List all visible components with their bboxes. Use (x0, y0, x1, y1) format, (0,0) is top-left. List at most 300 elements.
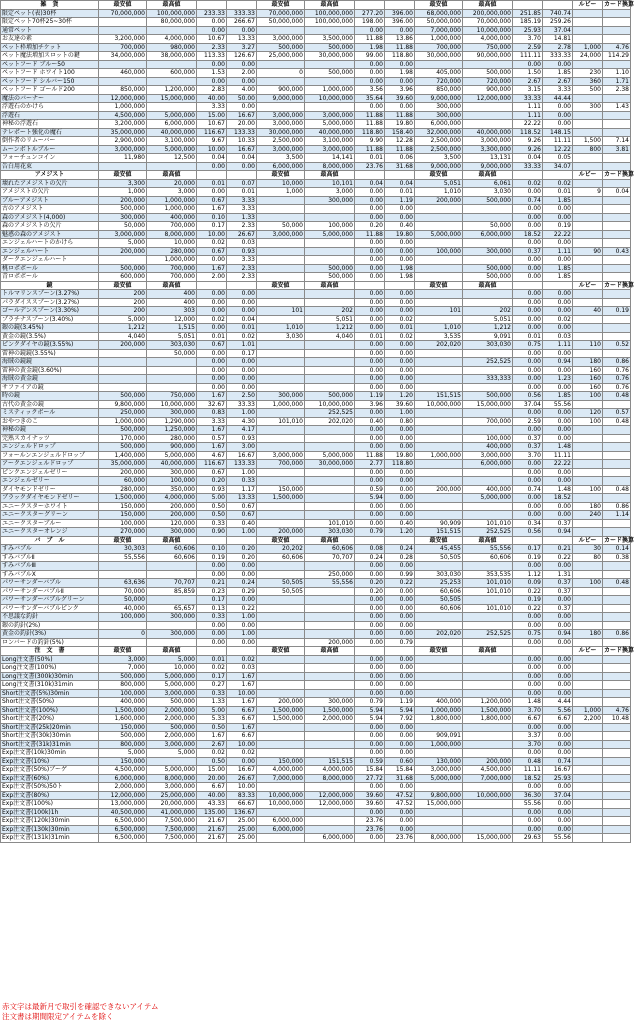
table-cell: 1,000 (573, 43, 603, 52)
table-cell: 0.94 (543, 358, 573, 367)
item-name: 神秘の浮遊石 (1, 120, 99, 129)
table-cell: 20,000,000 (147, 800, 197, 809)
item-name: 完熟スカイナッツ (1, 434, 99, 443)
table-cell: 0.00 (355, 434, 385, 443)
table-cell: 252,525 (305, 409, 355, 418)
table-cell: 1,212 (305, 324, 355, 333)
table-cell: 200,000 (257, 698, 305, 707)
table-cell (305, 723, 355, 732)
table-cell: 100 (573, 485, 603, 494)
table-cell: 3,100,000 (147, 137, 197, 146)
table-cell: 0.00 (385, 103, 415, 112)
table-cell: 20.00 (197, 774, 227, 783)
table-cell (99, 77, 147, 86)
table-cell (463, 808, 513, 817)
table-cell (415, 298, 463, 307)
table-cell: 3,000,000 (99, 230, 147, 239)
table-cell (573, 332, 603, 341)
table-cell: 0.00 (513, 468, 543, 477)
table-cell: 10.67 (197, 35, 227, 44)
item-name: ピンクダイヤの鏡(3.55%) (1, 341, 99, 350)
table-cell: 55.56 (513, 800, 543, 809)
item-name: 壊れたアメジストの欠片 (1, 179, 99, 188)
column-header (385, 281, 415, 290)
table-cell: 2,500,000 (415, 137, 463, 146)
table-cell: 40 (573, 307, 603, 316)
table-cell: 0.00 (197, 324, 227, 333)
table-cell: 85,859 (147, 587, 197, 596)
table-cell (603, 757, 631, 766)
table-cell: 0.40 (355, 417, 385, 426)
table-cell: 0.00 (227, 570, 257, 579)
table-cell: 2.67 (543, 77, 573, 86)
table-cell: 9,000,000 (415, 162, 463, 171)
table-cell: 3,000,000 (305, 111, 355, 120)
table-cell: 0.00 (355, 689, 385, 698)
table-cell (603, 528, 631, 537)
table-cell: 4.44 (543, 698, 573, 707)
table-cell: 0.00 (355, 324, 385, 333)
table-cell: 500,000 (463, 273, 513, 282)
table-cell (463, 825, 513, 834)
table-cell: 0.00 (543, 596, 573, 605)
item-name: Exp注文書(131k)31min (1, 834, 99, 843)
table-cell: 0.37 (513, 443, 543, 452)
table-cell: 1.11 (543, 247, 573, 256)
table-row (1, 145, 631, 154)
table-cell: 0.00 (355, 213, 385, 222)
table-cell: 50,000 (99, 222, 147, 231)
table-cell (415, 264, 463, 273)
table-cell: 1,000,000 (415, 706, 463, 715)
table-cell: 0.79 (355, 528, 385, 537)
table-cell: 1.48 (543, 485, 573, 494)
table-cell: 0.00 (355, 834, 385, 843)
table-cell: 0.00 (543, 298, 573, 307)
table-cell (257, 468, 305, 477)
table-cell (305, 630, 355, 639)
table-cell: 25,000,000 (257, 52, 305, 61)
table-cell: 0.00 (197, 26, 227, 35)
table-cell: 396.00 (385, 9, 415, 18)
table-cell (257, 834, 305, 843)
table-cell: 1.85 (543, 196, 573, 205)
table-cell (257, 349, 305, 358)
table-cell: 16.67 (543, 766, 573, 775)
table-cell (573, 723, 603, 732)
table-cell: 80,000,000 (147, 18, 197, 27)
column-header (227, 536, 257, 545)
table-cell: 2.33 (227, 273, 257, 282)
table-cell: 0.00 (197, 630, 227, 639)
table-cell (603, 672, 631, 681)
table-cell (305, 375, 355, 384)
column-header (227, 281, 257, 290)
column-header: 最安値 (257, 281, 305, 290)
table-cell: 0.02 (543, 179, 573, 188)
table-cell: 4,500,000 (99, 766, 147, 775)
item-name: 雷神の鏡鏡(3.55%) (1, 349, 99, 358)
table-cell: 0.29 (227, 587, 257, 596)
column-header (227, 1, 257, 10)
table-cell: 3,300 (99, 179, 147, 188)
table-cell: 1,800,000 (463, 715, 513, 724)
table-cell: 300,000 (147, 630, 197, 639)
table-cell: 6.67 (197, 783, 227, 792)
table-cell: 9 (573, 188, 603, 197)
table-cell (305, 604, 355, 613)
table-cell: 19.80 (385, 230, 415, 239)
table-cell: 40.00 (197, 94, 227, 103)
table-cell (415, 222, 463, 231)
table-cell (603, 749, 631, 758)
table-row (1, 120, 631, 129)
table-cell: 3,200,000 (99, 35, 147, 44)
table-cell: 0.00 (355, 256, 385, 265)
table-cell: 25.00 (227, 825, 257, 834)
table-cell: 0.00 (385, 256, 415, 265)
table-cell: 0.00 (543, 307, 573, 316)
table-cell: 18.52 (543, 494, 573, 503)
table-cell (99, 570, 147, 579)
table-cell: 0.00 (543, 324, 573, 333)
table-cell: 0.33 (197, 519, 227, 528)
table-cell: 0.56 (513, 392, 543, 401)
table-cell (257, 655, 305, 664)
table-cell: 35,000,000 (99, 128, 147, 137)
table-cell: 3.33 (227, 205, 257, 214)
table-cell: 0.40 (385, 222, 415, 231)
table-cell: 0.50 (197, 723, 227, 732)
table-cell (305, 366, 355, 375)
table-cell: 6.67 (513, 715, 543, 724)
table-cell: 1.85 (543, 392, 573, 401)
table-cell: 7,000,000 (415, 26, 463, 35)
table-cell (603, 477, 631, 486)
table-cell: 0.56 (513, 528, 543, 537)
item-name: ダイヤモンドゼリー (1, 485, 99, 494)
table-cell: 100,000 (99, 613, 147, 622)
table-cell: 151,515 (415, 392, 463, 401)
table-cell: 101 (415, 307, 463, 316)
table-cell: 25,253 (415, 579, 463, 588)
table-cell: 6,061 (463, 179, 513, 188)
table-cell: 0.00 (355, 664, 385, 673)
table-cell: 0.00 (355, 562, 385, 571)
table-cell: 0.00 (385, 587, 415, 596)
table-cell: 36.30 (513, 791, 543, 800)
table-cell (257, 426, 305, 435)
item-name: 黄金の釣針(3%) (1, 630, 99, 639)
table-cell: 200,000 (99, 247, 147, 256)
table-cell: 0.22 (227, 604, 257, 613)
item-name: すみバブル (1, 545, 99, 554)
table-cell: 0.00 (543, 672, 573, 681)
table-cell (99, 562, 147, 571)
table-cell (573, 613, 603, 622)
table-row (1, 477, 631, 486)
table-cell: 0.00 (385, 205, 415, 214)
table-cell: 500 (573, 86, 603, 95)
table-cell: 500,000 (99, 443, 147, 452)
table-cell (603, 698, 631, 707)
table-cell (603, 9, 631, 18)
table-cell (573, 732, 603, 741)
table-cell (573, 196, 603, 205)
table-cell: 5,000,000 (147, 766, 197, 775)
item-name: エンジェルゼリー (1, 477, 99, 486)
table-cell: 118.52 (513, 128, 543, 137)
column-header: カード換算 (604, 1, 634, 8)
table-row (1, 392, 631, 401)
table-cell: 700,000 (147, 264, 197, 273)
table-cell (573, 757, 603, 766)
table-cell: 0.00 (513, 817, 543, 826)
table-cell: 0.00 (227, 77, 257, 86)
column-header (355, 281, 385, 290)
table-cell (257, 630, 305, 639)
table-cell: 700,000 (415, 43, 463, 52)
item-name: 限定ペット(表)30杯 (1, 9, 99, 18)
table-row (1, 52, 631, 61)
table-cell: 8,000,000 (305, 774, 355, 783)
table-cell (305, 349, 355, 358)
table-cell (463, 409, 513, 418)
column-header (543, 171, 573, 180)
table-cell: 100,000,000 (147, 9, 197, 18)
table-cell: 3.70 (513, 35, 543, 44)
table-cell: 0.00 (355, 375, 385, 384)
table-cell: 0.00 (513, 562, 543, 571)
table-cell: 5,000,000 (305, 451, 355, 460)
table-cell (147, 103, 197, 112)
item-name: ペット魔法増加スロットの鍵 (1, 52, 99, 61)
table-cell: 32,000,000 (415, 128, 463, 137)
table-cell: 0.00 (385, 60, 415, 69)
table-cell: 3,000 (305, 188, 355, 197)
table-cell: 200,000 (257, 528, 305, 537)
table-cell (257, 808, 305, 817)
table-cell (463, 655, 513, 664)
table-cell: 1,000,000 (147, 196, 197, 205)
table-cell: 0.17 (197, 672, 227, 681)
table-cell (603, 834, 631, 843)
table-cell (603, 213, 631, 222)
table-cell (603, 349, 631, 358)
table-cell: 0.13 (197, 604, 227, 613)
column-header: カード換算 (604, 171, 634, 178)
table-cell (305, 477, 355, 486)
table-cell: 0.00 (543, 426, 573, 435)
table-cell: 100 (573, 417, 603, 426)
table-cell: 0.00 (385, 443, 415, 452)
table-cell: 11.88 (355, 145, 385, 154)
column-header (355, 536, 385, 545)
table-cell: 0.24 (385, 545, 415, 554)
table-cell: 500,000 (147, 698, 197, 707)
item-name: ユニークスターグリーン (1, 511, 99, 520)
item-name: エンジェルハートのかけら (1, 239, 99, 248)
table-cell (603, 179, 631, 188)
column-header (197, 647, 227, 656)
column-header: ルビー (573, 536, 603, 545)
table-cell: 0.04 (227, 315, 257, 324)
table-cell: 0.00 (543, 511, 573, 520)
table-cell (463, 596, 513, 605)
table-cell: 23.76 (355, 825, 385, 834)
table-cell (603, 732, 631, 741)
table-cell (305, 817, 355, 826)
table-cell: 18.52 (513, 774, 543, 783)
table-cell: 0.00 (543, 689, 573, 698)
table-cell: 0.19 (603, 307, 631, 316)
table-cell (99, 383, 147, 392)
table-cell: 0.00 (543, 468, 573, 477)
item-name: パワーサンダーバブルグリーン (1, 596, 99, 605)
table-cell: 10,000 (147, 664, 197, 673)
table-cell (305, 298, 355, 307)
table-cell: 0.24 (355, 553, 385, 562)
table-cell (603, 256, 631, 265)
table-cell: 9,800,000 (415, 791, 463, 800)
table-cell: 0.01 (227, 188, 257, 197)
table-cell (415, 502, 463, 511)
table-cell: 2,200 (573, 715, 603, 724)
table-cell: 1.00 (227, 468, 257, 477)
table-cell: 0.02 (385, 332, 415, 341)
table-cell: 0.00 (385, 247, 415, 256)
table-cell: 3,000,000 (257, 230, 305, 239)
table-cell: 0.00 (355, 570, 385, 579)
table-cell: 0.00 (543, 213, 573, 222)
table-cell: 44.44 (543, 94, 573, 103)
table-row (1, 273, 631, 282)
item-name: 青ロポボール (1, 273, 99, 282)
table-cell: 202 (463, 307, 513, 316)
table-cell (573, 111, 603, 120)
table-cell: 0.67 (227, 502, 257, 511)
table-cell: 1,212 (99, 324, 147, 333)
table-cell: 900,000 (257, 86, 305, 95)
table-cell (573, 638, 603, 647)
table-cell (573, 562, 603, 571)
table-cell (305, 213, 355, 222)
table-cell: 3,000 (99, 655, 147, 664)
table-cell: 9.67 (197, 137, 227, 146)
table-cell: 0.48 (603, 392, 631, 401)
table-cell (463, 213, 513, 222)
table-row (1, 230, 631, 239)
table-cell: 11.88 (385, 145, 415, 154)
table-cell: 5,000 (147, 749, 197, 758)
table-cell: 0.00 (513, 290, 543, 299)
column-header (543, 1, 573, 10)
table-cell: 500,000 (99, 205, 147, 214)
table-cell (305, 732, 355, 741)
table-cell: 4.17 (227, 426, 257, 435)
item-name: プラチナスプーン(3.40%) (1, 315, 99, 324)
table-cell (463, 477, 513, 486)
table-cell (603, 451, 631, 460)
table-cell: 0.00 (543, 638, 573, 647)
table-cell: 0.00 (385, 689, 415, 698)
table-cell: 0.00 (513, 477, 543, 486)
table-cell: 20,000 (147, 179, 197, 188)
table-cell (305, 434, 355, 443)
table-cell: 0.22 (385, 579, 415, 588)
table-cell: 0.00 (513, 256, 543, 265)
table-cell (463, 562, 513, 571)
table-cell: 0.00 (543, 783, 573, 792)
table-cell: 15.84 (385, 766, 415, 775)
table-cell: 0.10 (197, 545, 227, 554)
table-cell: 0.04 (385, 179, 415, 188)
table-cell (305, 749, 355, 758)
table-cell: 9,000,000 (415, 94, 463, 103)
section-title: アメジスト (1, 171, 99, 180)
column-header: 最高値 (463, 171, 513, 180)
table-cell: 0.05 (543, 154, 573, 163)
table-cell: 0.19 (513, 596, 543, 605)
table-cell (463, 638, 513, 647)
table-cell (573, 205, 603, 214)
table-row (1, 596, 631, 605)
section-header-row (1, 171, 631, 180)
item-name: Long注文書(100%) (1, 664, 99, 673)
table-cell: 0.02 (227, 749, 257, 758)
table-cell: 0.00 (197, 366, 227, 375)
table-cell (603, 596, 631, 605)
table-cell: 0.00 (227, 103, 257, 112)
table-cell: 29.63 (513, 834, 543, 843)
table-cell: 10,000,000 (305, 94, 355, 103)
table-cell: 6,500,000 (99, 834, 147, 843)
table-cell: 0.00 (543, 613, 573, 622)
table-row (1, 451, 631, 460)
table-cell: 11.88 (355, 120, 385, 129)
table-cell: 0.00 (543, 239, 573, 248)
table-cell: 0.33 (197, 689, 227, 698)
table-cell: 0.00 (355, 672, 385, 681)
table-cell: 980,000 (147, 43, 197, 52)
table-cell: 160 (573, 366, 603, 375)
table-cell: 2.33 (227, 222, 257, 231)
table-cell: 3.70 (513, 706, 543, 715)
table-cell: 12,000,000 (305, 800, 355, 809)
table-cell: 10.00 (227, 740, 257, 749)
table-cell: 0.00 (513, 494, 543, 503)
table-cell (573, 400, 603, 409)
table-cell (415, 256, 463, 265)
table-cell: 333,333 (463, 375, 513, 384)
table-cell: 150,000 (99, 757, 147, 766)
table-cell: 0.00 (197, 358, 227, 367)
table-cell: 21.67 (197, 817, 227, 826)
table-cell (463, 426, 513, 435)
table-cell: 13.86 (385, 35, 415, 44)
table-cell (415, 494, 463, 503)
column-header: 最安値 (99, 171, 147, 180)
table-cell: 3,535 (415, 332, 463, 341)
table-cell (257, 366, 305, 375)
table-cell: 12,000,000 (463, 94, 513, 103)
table-cell: 200,000 (147, 511, 197, 520)
table-cell: 13.33 (227, 494, 257, 503)
table-cell: 10.00 (227, 783, 257, 792)
table-cell (463, 383, 513, 392)
table-cell: 0.00 (513, 460, 543, 469)
table-cell: 0.00 (385, 672, 415, 681)
